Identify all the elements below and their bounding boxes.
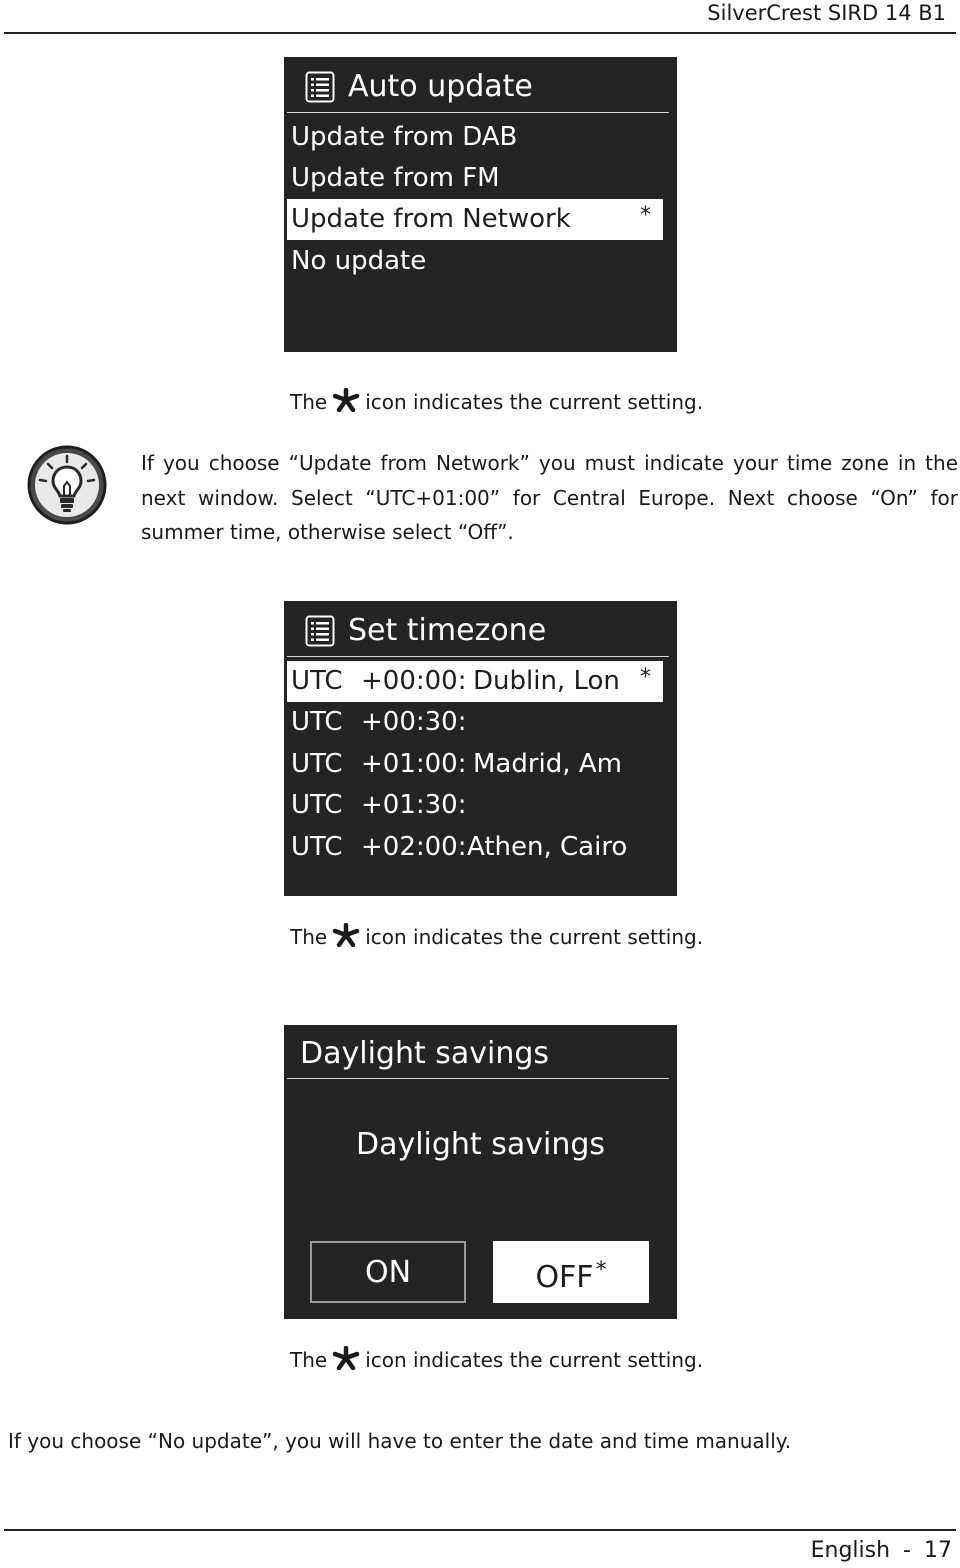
screen-divider	[287, 1078, 669, 1079]
note-text-before: The	[290, 390, 328, 414]
menu-item-update-from-network[interactable]	[287, 199, 663, 240]
timezone-offset: +01:00:	[361, 749, 467, 779]
screen-title: Auto update	[348, 69, 533, 104]
menu-item-label: Update from FM	[291, 163, 500, 193]
timezone-row[interactable]	[287, 744, 663, 785]
current-setting-note	[290, 923, 703, 950]
timezone-row[interactable]	[287, 702, 663, 743]
auto-update-screen	[284, 57, 677, 352]
timezone-offset: +00:30:	[361, 707, 467, 737]
asterisk-icon	[331, 923, 361, 947]
footer-language: English	[810, 1538, 891, 1563]
lightbulb-icon	[26, 444, 108, 526]
screen-title: Set timezone	[348, 613, 547, 648]
timezone-offset: +00:00:	[361, 666, 467, 696]
timezone-city: Athen, Cairo	[467, 832, 628, 862]
note-text-before: The	[290, 925, 328, 949]
menu-list-icon	[305, 71, 335, 103]
note-text-after: icon indicates the current setting.	[365, 390, 704, 414]
timezone-row[interactable]	[287, 827, 663, 868]
set-timezone-screen	[284, 601, 677, 896]
timezone-row[interactable]	[287, 661, 663, 702]
off-button-label: OFF	[535, 1260, 594, 1295]
timezone-utc: UTC	[291, 707, 343, 737]
tip-text: If you choose “Update from Network” you must indicate your time zone in the next window. Select “UTC+01:00” for Central Europe. Next choose “On” for summer time, otherwise select “Off”.	[141, 451, 958, 544]
footer-rule	[4, 1529, 956, 1531]
timezone-city: Dublin, Lon	[473, 666, 620, 696]
note-text-before: The	[290, 1348, 328, 1372]
daylight-savings-screen	[284, 1025, 677, 1319]
asterisk-icon	[331, 388, 361, 412]
current-setting-marker: *	[595, 1258, 607, 1283]
menu-item-update-from-fm[interactable]	[287, 158, 663, 199]
timezone-city: Madrid, Am	[473, 749, 622, 779]
asterisk-icon	[331, 1346, 361, 1370]
timezone-utc: UTC	[291, 749, 343, 779]
current-setting-note	[290, 1346, 703, 1373]
screen-header	[284, 57, 677, 113]
timezone-utc: UTC	[291, 790, 343, 820]
current-setting-marker: *	[640, 665, 651, 690]
current-setting-marker: *	[640, 203, 651, 228]
menu-item-label: Update from DAB	[291, 122, 518, 152]
menu-item-no-update[interactable]	[287, 241, 663, 282]
page-number: 17	[924, 1538, 952, 1563]
timezone-utc: UTC	[291, 666, 343, 696]
note-text-after: icon indicates the current setting.	[365, 925, 704, 949]
screen-divider	[287, 656, 669, 657]
no-update-paragraph: If you choose “No update”, you will have to enter the date and time manually.	[8, 1429, 792, 1453]
menu-item-label: Update from Network	[291, 204, 571, 234]
footer-separator: -	[903, 1538, 911, 1563]
screen-title: Daylight savings	[300, 1036, 550, 1071]
document-header-title: SilverCrest SIRD 14 B1	[707, 1, 946, 25]
page-footer	[811, 1537, 952, 1565]
screen-header	[284, 601, 677, 657]
timezone-utc: UTC	[291, 832, 343, 862]
screen-divider	[287, 112, 669, 113]
on-button-label: ON	[364, 1255, 412, 1290]
daylight-savings-prompt: Daylight savings	[355, 1127, 606, 1162]
screen-header	[284, 1025, 677, 1081]
note-text-after: icon indicates the current setting.	[365, 1348, 704, 1372]
menu-item-update-from-dab[interactable]	[287, 117, 663, 158]
header-rule	[4, 32, 956, 34]
timezone-offset: +01:30:	[361, 790, 467, 820]
on-button[interactable]	[310, 1241, 466, 1303]
current-setting-note	[290, 388, 703, 415]
menu-item-label: No update	[291, 246, 427, 276]
menu-list-icon	[305, 615, 335, 647]
timezone-row[interactable]	[287, 785, 663, 826]
timezone-offset: +02:00:	[361, 832, 467, 862]
off-button[interactable]	[493, 1241, 649, 1303]
